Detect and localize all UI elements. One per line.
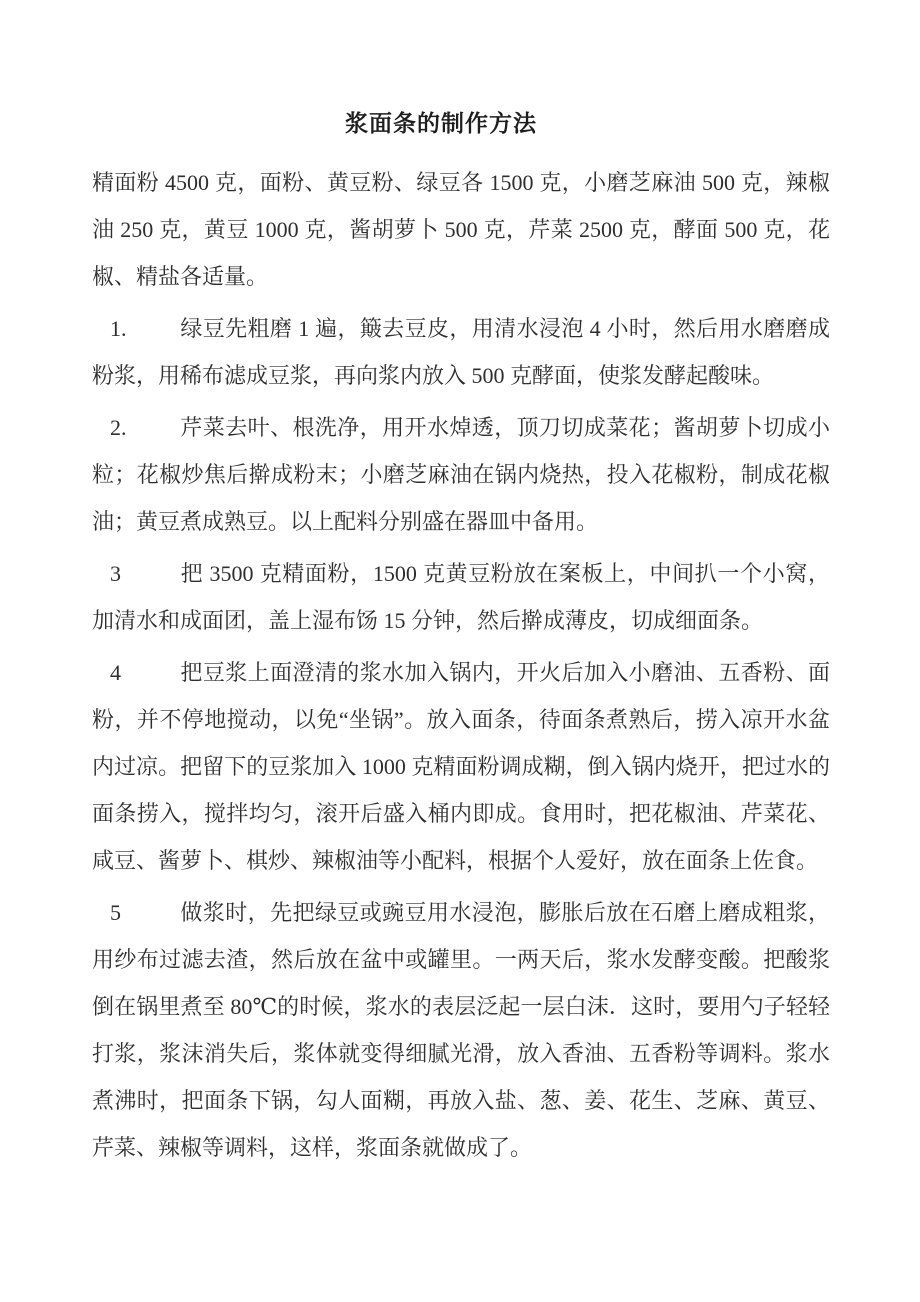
step-text: 做浆时，先把绿豆或豌豆用水浸泡，膨胀后放在石磨上磨成粗浆，用纱布过滤去渣，然后放在盆中或罐里。一两天后，浆水发酵变酸。把酸浆倒在锅里煮至 80℃的时候，浆水的表层泛起一层白沫．这时，要用勺子轻轻打浆，浆沫消失后，浆体就变得细腻光滑，放入香油、五香粉等调料。浆水煮沸时，把面条下锅，勾人面糊，再放入盐、葱、姜、花生、芝麻、黄豆、芹菜、辣椒等调料，这样，浆面条就做成了。 [92, 900, 830, 1160]
step-text: 把豆浆上面澄清的浆水加入锅内，开火后加入小磨油、五香粉、面粉，并不停地搅动，以免“坐锅”。放入面条，待面条煮熟后，捞入凉开水盆内过凉。把留下的豆浆加入 1000 克精面粉调成糊，倒入锅内烧开，把过水的面条捞入，搅拌均匀，滚开后盛入桶内即成。食用时，把花椒油、芹菜花、咸豆、酱萝卜、棋炒、辣椒油等小配料，根据个人爱好，放在面条上佐食。 [92, 660, 830, 873]
step-text: 把 3500 克精面粉，1500 克黄豆粉放在案板上，中间扒一个小窝，加清水和成面团，盖上湿布饧 15 分钟，然后擀成薄皮，切成细面条。 [92, 561, 830, 633]
step-paragraph-4 [92, 649, 830, 884]
step-number: 2. [110, 415, 127, 440]
step-text: 绿豆先粗磨 1 遍，簸去豆皮，用清水浸泡 4 小时，然后用水磨磨成粉浆，用稀布滤成豆浆，再向浆内放入 500 克酵面，使浆发酵起酸味。 [92, 316, 830, 388]
step-number: 4 [110, 660, 121, 685]
ingredients-paragraph: 精面粉 4500 克，面粉、黄豆粉、绿豆各 1500 克，小磨芝麻油 500 克，辣椒油 250 克，黄豆 1000 克，酱胡萝卜 500 克，芹菜 2500 克，酵面 500 克，花椒、精盐各适量。 [92, 170, 830, 289]
step-number: 5 [110, 900, 121, 925]
step-paragraph-5 [92, 889, 830, 1171]
step-paragraph-3 [92, 550, 830, 644]
step-number: 1. [110, 316, 127, 341]
step-text: 芹菜去叶、根洗净，用开水焯透，顶刀切成菜花；酱胡萝卜切成小粒；花椒炒焦后擀成粉末；小磨芝麻油在锅内烧热，投入花椒粉，制成花椒油；黄豆煮成熟豆。以上配料分别盛在器皿中备用。 [92, 415, 830, 534]
step-paragraph-2 [92, 404, 830, 545]
step-number: 3 [110, 561, 121, 586]
document-title: 浆面条的制作方法 [345, 111, 537, 136]
step-paragraph-1 [92, 305, 830, 399]
